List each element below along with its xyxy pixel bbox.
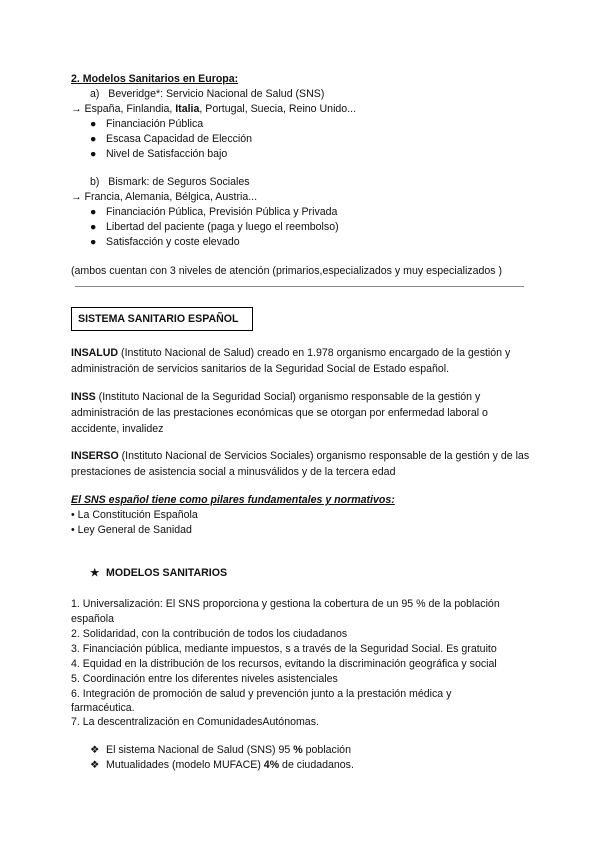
diamond-icon: ❖ [90,759,100,771]
list-item-text: Libertad del paciente (paga y luego el reembolso) [106,221,339,233]
note-item [90,743,351,757]
model-b-text: Bismark: de Seguros Sociales [108,176,250,188]
model-b [90,175,250,189]
list-item-text: Financiación Pública [106,118,204,130]
modelos-title: MODELOS SANITARIOS [106,567,228,579]
list-item: ● Nivel de Satisfacción bajo [90,148,228,160]
list-item: • Ley General de Sanidad [71,524,192,536]
modelos-heading [90,566,227,580]
list-item: ● Financiación Pública [90,118,204,130]
model-b-label: b) [90,176,100,188]
divider [75,286,524,287]
inss-paragraph [71,389,531,437]
note-text: Mutualidades (modelo MUFACE) [106,759,264,771]
list-item: 2. Solidaridad, con la contribución de todos los ciudadanos [71,628,348,640]
list-item: ● Financiación Pública, Previsión Pública y Privada [90,206,338,218]
list-item: 5. Coordinación entre los diferentes niveles asistenciales [71,673,338,685]
list-item-text: Escasa Capacidad de Elección [106,133,253,145]
insalud-paragraph [71,345,531,377]
boxed-heading: SISTEMA SANITARIO ESPAÑOL [71,307,253,331]
model-a-label: a) [90,88,100,100]
note-text-end: de ciudadanos. [279,759,354,771]
list-item-text: Nivel de Satisfacción bajo [106,148,228,160]
inserso-text: (Instituto Nacional de Servicios Sociales) organismo responsable de la gestión y de las prestaciones de asistencia social a minusválidos y de la tercera edad [71,450,530,478]
list-item: farmacéutica. [71,702,135,714]
list-item-text: Financiación Pública, Previsión Pública y Privada [106,206,338,218]
pilares-title: El SNS español tiene como pilares fundamentales y normativos: [71,494,395,506]
inss-term: INSS [71,391,96,403]
insalud-term: INSALUD [71,347,119,359]
list-item-text: Satisfacción y coste elevado [106,236,240,248]
list-item: ● Satisfacción y coste elevado [90,236,240,248]
note-text-end: población [302,744,351,756]
list-item: española [71,613,115,625]
section-title: 2. Modelos Sanitarios en Europa: [71,73,239,85]
model-a [90,87,324,101]
note-text: El sistema Nacional de Salud (SNS) 95 [106,744,294,756]
list-item: ● Escasa Capacidad de Elección [90,133,253,145]
diamond-icon: ❖ [90,744,100,756]
list-item: 4. Equidad en la distribución de los recursos, evitando la discriminación geográfica y social [71,658,497,670]
list-item: ● Libertad del paciente (paga y luego el reembolso) [90,221,339,233]
insalud-text: (Instituto Nacional de Salud) creado en 1.978 organismo encargado de la gestión y administración de servicios sanitarios de la Seguridad Social de Estado español. [71,347,511,375]
list-item: 1. Universalización: El SNS proporciona y gestiona la cobertura de un 95 % de la población [71,598,500,610]
list-item: 7. La descentralización en ComunidadesAutónomas. [71,716,319,728]
countries-pre: → España, Finlandia, [71,103,176,115]
model-b-countries: → Francia, Alemania, Bélgica, Austria... [71,191,258,203]
note-item [90,758,354,772]
note-bold: % [293,744,303,756]
model-a-countries [71,102,356,116]
list-item: • La Constitución Española [71,509,198,521]
levels-note: (ambos cuentan con 3 niveles de atención (primarios,especializados y muy especializados ) [71,265,503,277]
model-a-text: Beveridge*: Servicio Nacional de Salud (SNS) [108,88,325,100]
inss-text: (Instituto Nacional de la Seguridad Social) organismo responsable de la gestión y administración de las prestaciones económicas que se otorgan por enfermedad laboral o accidente, invalidez [71,391,488,435]
countries-post: , Portugal, Suecia, Reino Unido... [199,103,357,115]
star-icon: ★ [90,567,100,579]
note-bold: 4% [263,759,280,771]
list-item: 3. Financiación pública, mediante impuestos, s a través de la Seguridad Social. Es gratuito [71,643,497,655]
countries-bold: Italia [175,103,200,115]
list-item: 6. Integración de promoción de salud y prevención junto a la prestación médica y [71,688,452,700]
inserso-term: INSERSO [71,450,119,462]
inserso-paragraph [71,448,531,480]
